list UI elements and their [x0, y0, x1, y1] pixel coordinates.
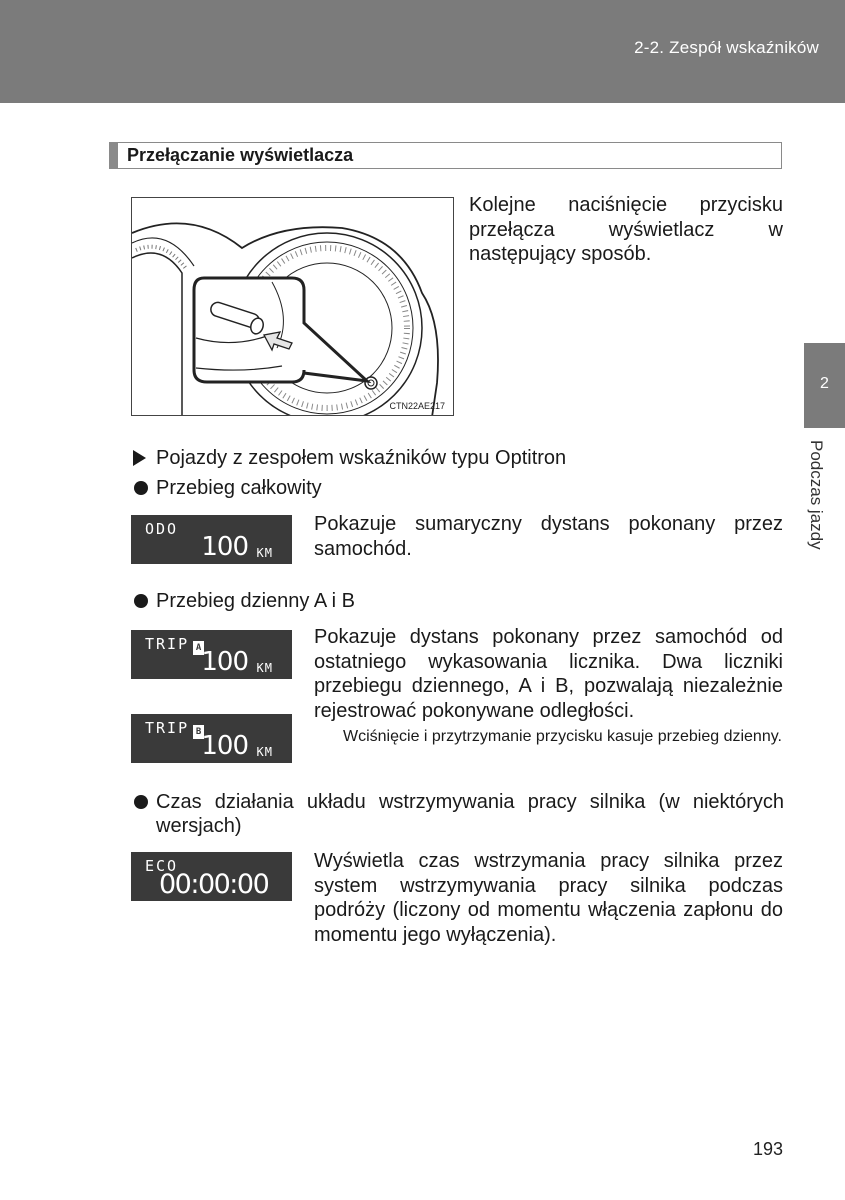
bullet-odo [134, 476, 784, 500]
lcd-trip-b-mode [145, 719, 204, 739]
lcd-trip-b-display [131, 714, 292, 763]
lcd-trip-a-letter: A [193, 641, 204, 655]
intro-paragraph: Kolejne naciśnięcie przycisku przełącza wyświetlacz w następujący sposób. [469, 194, 783, 265]
instrument-cluster-drawing [132, 198, 454, 416]
section-heading [109, 142, 782, 169]
triangle-bullet-icon [133, 450, 146, 466]
chapter-title: 2-2. Zespół wskaźników [634, 38, 819, 57]
lcd-odo-display [131, 515, 292, 564]
header-band [0, 0, 845, 103]
chapter-side-label: Podczas jazdy [807, 440, 826, 550]
lcd-trip-a-display [131, 630, 292, 679]
vehicles-line [133, 446, 783, 470]
lcd-trip-a-mode [145, 635, 204, 655]
eco-description: Wyświetla czas wstrzymania pracy silnika przez system wstrzymywania pracy silnika podczas podróży (liczony od momentu włączenia zapłonu do momentu jego wyłączenia). [314, 850, 783, 946]
circle-bullet-icon [134, 594, 148, 608]
trip-description: Pokazuje dystans pokonany przez samochód od ostatniego wykasowania licznika. Dwa liczniki przebiegu dziennego, A i B, pozwalają niezależnie rejestrować pokonywane odległości. [314, 626, 783, 722]
vehicles-line-text: Pojazdy z zespołem wskaźników typu Optitron [156, 447, 567, 469]
lcd-odo-mode: ODO [145, 520, 179, 538]
lcd-eco-mode: ECO [145, 857, 179, 875]
lcd-eco-value: 00:00:00 [159, 869, 269, 900]
heading-accent-bar [110, 143, 118, 168]
odo-description: Pokazuje sumaryczny dystans pokonany przez samochód. [314, 513, 783, 560]
lcd-trip-b-letter: B [193, 725, 204, 739]
circle-bullet-icon [134, 795, 148, 809]
lcd-odo-value: 100 [201, 532, 248, 562]
lcd-trip-b-unit: KM [256, 745, 273, 759]
chapter-side-tab [804, 343, 845, 428]
section-title: Przełączanie wyświetlacza [127, 145, 354, 165]
chapter-number: 2 [820, 375, 829, 392]
bullet-trip-label: Przebieg dzienny A i B [156, 590, 356, 612]
bullet-odo-label: Przebieg całkowity [156, 477, 322, 499]
lcd-trip-b-word: TRIP [145, 719, 190, 737]
page-number: 193 [752, 1139, 783, 1159]
circle-bullet-icon [134, 481, 148, 495]
lcd-trip-a-word: TRIP [145, 635, 190, 653]
lcd-trip-a-unit: KM [256, 661, 273, 675]
illustration-code: CTN22AE217 [389, 401, 445, 411]
bullet-eco [134, 790, 784, 838]
lcd-eco-display [131, 852, 292, 901]
dashboard-illustration [131, 197, 454, 416]
lcd-trip-b-value: 100 [201, 731, 248, 761]
bullet-trip [134, 589, 784, 613]
lcd-odo-unit: KM [256, 546, 273, 560]
lcd-trip-a-value: 100 [201, 647, 248, 677]
bullet-eco-label: Czas działania układu wstrzymywania pracy silnika (w niektórych wersjach) [156, 791, 784, 837]
trip-reset-note: Wciśnięcie i przytrzymanie przycisku kasuje przebieg dzienny. [343, 728, 782, 745]
